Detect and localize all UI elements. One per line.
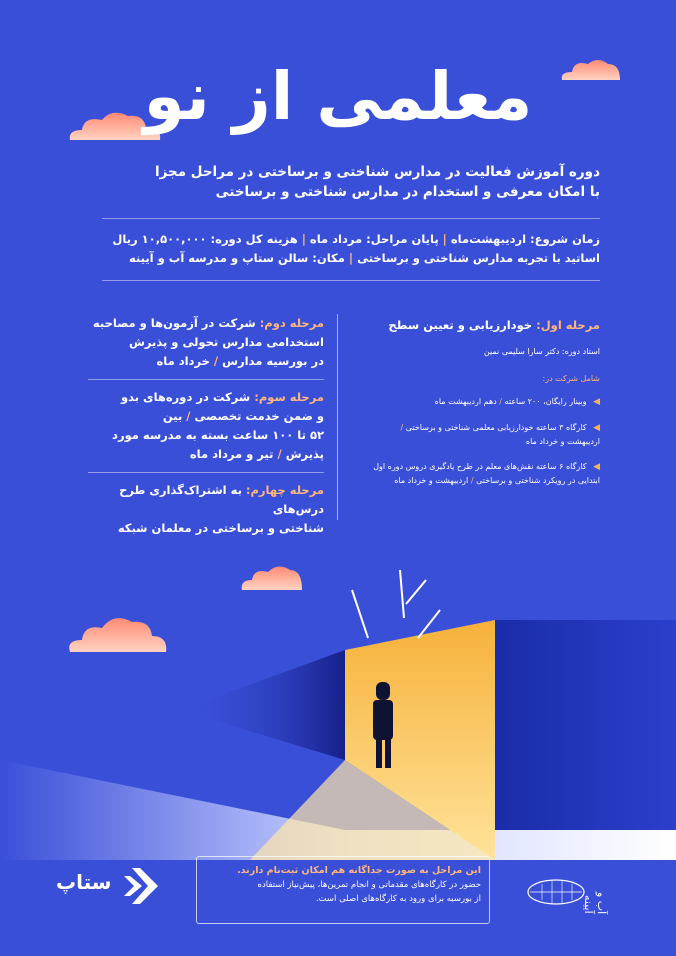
course-info [60, 230, 600, 268]
stage-1-label: مرحله اول: [536, 318, 600, 332]
subtitle-line-1: دوره آموزش فعالیت در مدارس شناختی و برساختی در مراحل مجزا [154, 164, 600, 180]
divider-bottom [102, 280, 600, 281]
stage-2: مرحله دوم: شرکت در آزمون‌ها و مصاحبه استخدامی مدارس تحولی و پذیرش در بورسیه مدارس / خرداد ماه [92, 316, 324, 368]
footer-notice [196, 856, 490, 924]
triangle-bullet-icon: ◀ [593, 397, 600, 407]
ab-o-ayeneh-logo [522, 864, 612, 914]
end-date: پایان مراحل: مرداد ماه [309, 232, 439, 246]
stage-4: مرحله چهارم: به اشتراک‌گذاری طرح درس‌های شناختی و برساختی در معلمان شبکه [117, 483, 324, 535]
page-title: معلمی از نو [143, 58, 533, 135]
column-separator [337, 314, 338, 520]
setap-logo-text: ستاپ [56, 870, 112, 894]
triangle-bullet-icon: ◀ [593, 462, 600, 472]
teachers: اساتید با تجربه مدارس شناختی و برساختی [357, 251, 600, 265]
stage-1-item: ◀ وبینار رایگان، ۲۰۰ ساعته / دهم اردیبهشت ماه [434, 397, 600, 407]
stage-3: مرحله سوم: شرکت در دوره‌های بدو و ضمن خدمت تخصصی / بین ۵۲ تا ۱۰۰ ساعت بسته به مدرسه مورد پذیرش / تیر و مرداد ماه [112, 390, 324, 461]
subtitle [60, 162, 600, 202]
stage-1-title: خودارزیابی و تعیین سطح [388, 318, 533, 332]
setap-logo [52, 862, 162, 914]
triangle-bullet-icon: ◀ [593, 423, 600, 433]
doorway-illustration [0, 560, 676, 860]
stage-2-label: مرحله دوم: [259, 316, 324, 330]
stage-4-label: مرحله چهارم: [245, 483, 324, 497]
stages-left [88, 314, 324, 538]
stage-3-date: تیر و مرداد ماه [189, 447, 274, 461]
footer-notice-line-2: حضور در کارگاه‌های مقدماتی و انجام تمرین‌ها، پیش‌نیاز استفاده [257, 880, 481, 890]
stage-divider [88, 472, 324, 473]
stage-divider [88, 379, 324, 380]
stage-1-includes: شامل شرکت در: [542, 374, 600, 383]
stage-1-heading [370, 316, 600, 335]
subtitle-line-2: با امکان معرفی و استخدام در مدارس شناختی و برساختی [215, 184, 600, 200]
start-date: زمان شروع: اردیبهشت‌ماه [450, 232, 600, 246]
course-info-line-1: زمان شروع: اردیبهشت‌ماه | پایان مراحل: مرداد ماه | هزینه کل دوره: ۱۰,۵۰۰,۰۰۰ ریال [112, 232, 600, 246]
ab-o-ayeneh-text: آب و آیینه [582, 891, 608, 914]
course-info-line-2: اساتید با تجربه مدارس شناختی و برساختی | مکان: سالن ستاپ و مدرسه آب و آیینه [129, 251, 600, 265]
stage-1-teacher: استاد دوره: دکتر سارا سلیمی نمین [483, 347, 600, 356]
location: مکان: سالن ستاپ و مدرسه آب و آیینه [129, 251, 345, 265]
stage-1-item: ◀ کارگاه ۶ ساعته نقش‌های معلم در طرح یادگیری دروس دوره اول ابتدایی در رویکرد شناختی و برساختی / اردیبهشت و خرداد ماه [373, 462, 600, 485]
stage-1 [370, 316, 600, 487]
cost: هزینه کل دوره: ۱۰,۵۰۰,۰۰۰ ریال [112, 232, 298, 246]
footer-notice-line-3: از بورسیه برای ورود به کارگاه‌های اصلی است. [315, 894, 481, 904]
stage-2-date: خرداد ماه [156, 354, 210, 368]
footer-notice-title: این مراحل به صورت جداگانه هم امکان ثبت‌نام دارند. [237, 865, 481, 876]
stage-1-item: ◀ کارگاه ۳ ساعته خودارزیابی معلمی شناختی و برساختی / اردیبهشت و خرداد ماه [400, 423, 600, 446]
divider-top [102, 218, 600, 219]
stage-3-label: مرحله سوم: [254, 390, 324, 404]
